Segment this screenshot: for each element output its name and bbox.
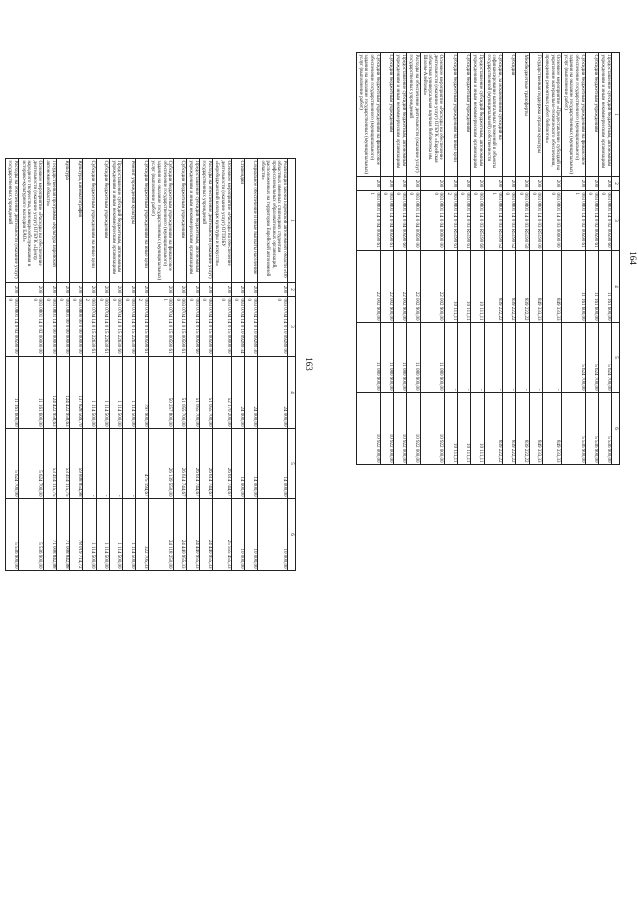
row-label: Субсидии бюджетным учреждениям на финансовое обеспечение государственного (муниципального) задания на оказание государственных (муниципальных) услуг (выполнение работ) (356, 53, 380, 177)
amount-year-2: 1 114 500,00 (122, 499, 135, 571)
amount-year-2: 839 222,22 (484, 393, 503, 465)
amount-year-2: 71 008 842,88 (43, 499, 56, 571)
budget-code: 003 0704 14 0 15 00000 000 (213, 297, 232, 357)
column-header: 5 (288, 429, 296, 499)
amount-total: 22 002 900,00 (394, 251, 407, 323)
amount-total: 24 000,00 (245, 357, 258, 429)
row-code: 200 (356, 177, 380, 191)
row-label: Предоставление субсидий бюджетным, автономным учреждениям и иным некоммерческим организациям (599, 53, 612, 177)
row-code: 200 (599, 177, 612, 191)
row-label: Культура (57, 159, 70, 283)
amount-year-1: - (529, 323, 542, 393)
amount-year-1: - (444, 323, 457, 393)
budget-code: 003 0801 14 0 00 00000 000 (43, 297, 56, 357)
amount-year-2: 10 922 000,00 (420, 393, 444, 465)
row-code: 200 (96, 283, 109, 297)
table-row (407, 53, 420, 465)
budget-code: 003 0704 14 0 10 09280 000 (258, 297, 288, 357)
table-row (356, 53, 380, 465)
amount-year-1: 475 194,67 (136, 429, 149, 499)
row-code: 200 (122, 283, 135, 297)
column-header: 1 (288, 159, 296, 283)
row-code: 200 (6, 283, 19, 297)
budget-code: 003 0801 14 0 04 00590 610 (381, 191, 394, 251)
amount-total: 11 161 600,00 (19, 357, 43, 429)
row-code: 200 (83, 283, 96, 297)
budget-code: 003 0704 14 0 15 00590 611 (149, 297, 173, 357)
budget-code: 003 0704 14 0 10 09280 340 (232, 297, 245, 357)
amount-year-2: 849 333,33 (542, 393, 561, 465)
budget-code: 003 0704 14 0 15 00590 610 (173, 297, 186, 357)
amount-year-2: 839 222,22 (503, 393, 516, 465)
row-label: Субсидии бюджетным учреждениям (586, 53, 599, 177)
amount-total: 11 161 600,00 (599, 251, 612, 323)
amount-total: 849 333,33 (529, 251, 542, 323)
row-label: Межбюджетные трансферты (516, 53, 529, 177)
amount-year-2: 5 536 900,00 (561, 393, 585, 465)
row-label: Субсидии бюджетным учреждениям (458, 53, 471, 177)
row-code: 200 (43, 283, 56, 297)
row-label: Предоставление субсидий бюджетным, автономным учреждениям и иным некоммерческим организациям (186, 159, 199, 283)
row-label: Субсидии бюджетным учреждениям на иные цели (444, 53, 457, 177)
amount-year-2: 10 111,11 (444, 393, 457, 465)
amount-year-1: - (503, 323, 516, 393)
amount-year-2: 24 440 955,33 (173, 499, 186, 571)
amount-total: 24 000,00 (258, 357, 288, 429)
budget-code: 003 0801 14 0 04 00590 000 (407, 191, 420, 251)
amount-year-1: - (484, 323, 503, 393)
row-code: 200 (420, 177, 444, 191)
budget-code: 003 0801 14 0 03 R5190 500 (516, 191, 529, 251)
amount-year-1: - (471, 323, 484, 393)
amount-year-1: 5 624 700,00 (599, 323, 612, 393)
page-164 (0, 52, 638, 464)
amount-year-2: 10 922 000,00 (394, 393, 407, 465)
budget-table (356, 52, 620, 465)
amount-total: 11 161 600,00 (561, 251, 585, 323)
amount-year-2: 78 019 714,72 (70, 499, 83, 571)
row-label: Субсидии бюджетным учреждениям (173, 159, 186, 283)
row-code: 200 (245, 283, 258, 297)
amount-year-1: 5 624 700,00 (586, 323, 599, 393)
row-code: 200 (213, 283, 232, 297)
amount-total: 22 002 900,00 (420, 251, 444, 323)
row-code: 200 (516, 177, 529, 191)
budget-code: 003 0801 14 0 02 00590 000 (6, 297, 19, 357)
budget-code: 003 0704 14 0 15 22630 600 (109, 297, 122, 357)
row-code: 200 (381, 177, 394, 191)
amount-year-2: 1 114 500,00 (96, 499, 109, 571)
amount-year-1: 5 624 700,00 (6, 429, 19, 499)
budget-code: 003 0704 14 0 15 22630 000 (122, 297, 135, 357)
amount-year-1: - (542, 323, 561, 393)
column-header: 5 (612, 323, 620, 393)
table-row (586, 53, 599, 465)
row-label: Субсидии бюджетным учреждениям (381, 53, 394, 177)
row-code: 200 (232, 283, 245, 297)
row-label: Субсидии бюджетным учреждениям на иные цели (136, 159, 149, 283)
row-label: Субсидии, за исключением субсидий на софинансирование капитальных вложений в объекты государственной (муниципальной) собственности (484, 53, 503, 177)
row-label: Государственная поддержка отрасли культуры (529, 53, 542, 177)
amount-year-2: 10 111,11 (458, 393, 471, 465)
row-code: 200 (407, 177, 420, 191)
amount-year-1: 11 080 900,00 (356, 323, 380, 393)
amount-year-2: 71 008 842,88 (57, 499, 70, 571)
amount-year-2: 10 000,00 (232, 499, 245, 571)
budget-code: 003 0801 14 0 03 R5190 521 (484, 191, 503, 251)
amount-total: 124 422 958,63 (57, 357, 70, 429)
table-row (471, 53, 484, 465)
amount-year-1: - (516, 323, 529, 393)
amount-total: 11 161 600,00 (6, 357, 19, 429)
column-header: 4 (612, 251, 620, 323)
amount-total: 839 222,22 (484, 251, 503, 323)
table-row (561, 53, 585, 465)
budget-code: 003 0801 14 0 03 R5190 000 (529, 191, 542, 251)
amount-total: 52 170 200,00 (213, 357, 232, 429)
amount-total: 797 900,00 (136, 357, 149, 429)
amount-year-2: 10 000,00 (258, 499, 288, 571)
amount-total: 11 161 600,00 (586, 251, 599, 323)
amount-year-2: 10 922 000,00 (381, 393, 394, 465)
row-code: 200 (484, 177, 503, 191)
amount-year-1: 14 000,00 (245, 429, 258, 499)
budget-code: 003 0704 14 0 15 00590 612 (136, 297, 149, 357)
amount-year-2: 24 440 955,33 (186, 499, 199, 571)
amount-year-2: 5 536 900,00 (6, 499, 19, 571)
table-row (516, 53, 529, 465)
row-code: 200 (186, 283, 199, 297)
row-label: Расходы на обеспечение деятельности (оказание услуг) государственных учреждений (200, 159, 213, 283)
page-number: 164 (628, 251, 638, 265)
amount-total: 50 257 800,00 (149, 357, 173, 429)
row-code: 200 (258, 283, 288, 297)
amount-year-2: 25 555 455,33 (213, 499, 232, 571)
amount-year-1: 53 414 115,75 (43, 429, 56, 499)
table-header-row (612, 53, 620, 465)
amount-total: 10 111,11 (458, 251, 471, 323)
amount-year-1: 5 624 700,00 (561, 323, 585, 393)
amount-total: 124 422 958,63 (43, 357, 56, 429)
amount-total: 51 055 700,00 (200, 357, 213, 429)
row-label: Субсидии бюджетным учреждениям на финансовое обеспечение государственного (муниципального) задания на оказание государственных (муниципальных) услуг (выполнение работ) (561, 53, 585, 177)
amount-year-1: - (83, 429, 96, 499)
row-label: Социальное обеспечение и иные выплаты населению (245, 159, 258, 283)
amount-year-1: 59 808 854,98 (70, 429, 83, 499)
amount-year-1: 5 624 700,00 (19, 429, 43, 499)
amount-year-2: 10 000,00 (245, 499, 258, 571)
amount-year-1: 11 080 900,00 (394, 323, 407, 393)
row-label: Субсидии (503, 53, 516, 177)
row-code: 200 (200, 283, 213, 297)
row-code: 200 (149, 283, 173, 297)
amount-year-2: 24 118 250,00 (149, 499, 173, 571)
row-label: Субсидии бюджетным учреждениям на иные цели (83, 159, 96, 283)
column-header: 2 (288, 283, 296, 297)
budget-code: 003 0801 14 0 03 00000 000 (542, 191, 561, 251)
row-label: Предоставление субсидий бюджетным, автономным учреждениям и иным некоммерческим организациям (109, 159, 122, 283)
table-row (394, 53, 407, 465)
amount-total: 24 000,00 (232, 357, 245, 429)
amount-year-1: 11 080 900,00 (381, 323, 394, 393)
row-label: Культура, кинематография (70, 159, 83, 283)
amount-total: 22 002 900,00 (381, 251, 394, 323)
budget-code: 003 0801 14 0 04 00590 600 (394, 191, 407, 251)
amount-year-1: - (109, 429, 122, 499)
row-label: Субсидии бюджетным учреждениям на финансовое обеспечение государственного (муниципального) задания на оказание государственных (муниципальных) услуг (выполнение работ) (149, 159, 173, 283)
row-code: 200 (394, 177, 407, 191)
row-label: Стипендии (232, 159, 245, 283)
amount-year-1: 53 414 115,75 (57, 429, 70, 499)
row-code: 200 (586, 177, 599, 191)
amount-year-1: - (458, 323, 471, 393)
amount-year-1: - (96, 429, 109, 499)
row-label: Реализация закона Еврейской автономной области «Об областных именных стипендиях студентам профессиональных образовательных организаций, расположенных на территории Еврейской автономной области» (258, 159, 288, 283)
budget-code: 003 0801 14 0 03 R5190 520 (503, 191, 516, 251)
amount-total: 1 114 500,00 (96, 357, 109, 429)
amount-year-1: - (122, 429, 135, 499)
row-code: 200 (542, 177, 561, 191)
amount-total: 10 111,11 (471, 251, 484, 323)
column-header: 3 (612, 191, 620, 251)
amount-total: 51 055 700,00 (186, 357, 199, 429)
row-code: 200 (529, 177, 542, 191)
table-row (503, 53, 516, 465)
amount-total: 137 828 569,70 (70, 357, 83, 429)
amount-year-1: 11 080 900,00 (420, 323, 444, 393)
amount-total: 51 055 700,00 (173, 357, 186, 429)
table-row (444, 53, 457, 465)
column-header: 6 (288, 499, 296, 571)
amount-total: 1 114 500,00 (122, 357, 135, 429)
table-row (420, 53, 444, 465)
amount-year-2: 10 922 000,00 (356, 393, 380, 465)
budget-code: 003 0801 14 0 03 R5190 600 (471, 191, 484, 251)
table-row (529, 53, 542, 465)
amount-total: 839 222,22 (503, 251, 516, 323)
budget-code: 003 0704 14 0 15 00590 000 (200, 297, 213, 357)
row-label: Расходы на обеспечение деятельности (оказание услуг) государственных учреждений (407, 53, 420, 177)
amount-year-2: 24 440 955,33 (200, 499, 213, 571)
amount-total: 22 002 900,00 (407, 251, 420, 323)
row-label: Основное мероприятие «Расходы на обеспечение деятельности (оказание услуг) ОГПОБУ «Биробиджанский колледж культуры и искусств» (213, 159, 232, 283)
budget-code: 003 0801 14 0 04 00590 611 (356, 191, 380, 251)
amount-total: 10 111,11 (444, 251, 457, 323)
row-code: 200 (444, 177, 457, 191)
column-header: 2 (612, 177, 620, 191)
budget-code: 003 0801 14 0 02 00590 611 (561, 191, 585, 251)
amount-year-2: 1 114 500,00 (83, 499, 96, 571)
row-label: Ремонт учреждений культуры (122, 159, 135, 283)
budget-code: 003 0801 14 0 04 00000 000 (420, 191, 444, 251)
row-code: 200 (173, 283, 186, 297)
budget-code: 003 0704 14 0 10 09280 300 (245, 297, 258, 357)
table-row (381, 53, 394, 465)
amount-total: 849 333,33 (542, 251, 561, 323)
amount-year-1: 11 080 900,00 (407, 323, 420, 393)
column-header: 1 (612, 53, 620, 177)
amount-total: 839 222,22 (516, 251, 529, 323)
table-row (484, 53, 503, 465)
row-label: Государственная программа «Культура Еврейской автономной области» (43, 159, 56, 283)
budget-code: 003 0704 14 0 15 00590 600 (186, 297, 199, 357)
budget-code: 003 0800 00 0 00 00000 000 (70, 297, 83, 357)
row-label: Основное мероприятие «Расходы на обеспечение деятельности (оказание услуг) ОГБУК «Еврейская областная универсальная научная библиотека им. Шолом-Алейхема» (420, 53, 444, 177)
budget-code: 003 0801 14 0 03 R5190 610 (458, 191, 471, 251)
amount-year-2: 322 705,33 (136, 499, 149, 571)
table-row (599, 53, 612, 465)
amount-year-2: 5 536 900,00 (599, 393, 612, 465)
budget-code: 003 0801 14 0 02 00590 600 (599, 191, 612, 251)
budget-code: 003 0801 14 0 03 R5190 612 (444, 191, 457, 251)
row-code: 200 (458, 177, 471, 191)
row-code: 200 (503, 177, 516, 191)
table-row (458, 53, 471, 465)
amount-year-1: 26 614 744,67 (186, 429, 199, 499)
column-header: 3 (288, 297, 296, 357)
amount-year-2: 10 922 000,00 (407, 393, 420, 465)
amount-total: 1 114 500,00 (83, 357, 96, 429)
amount-year-2: 10 111,11 (471, 393, 484, 465)
row-code: 200 (136, 283, 149, 297)
row-label: Субсидии бюджетным учреждениям (96, 159, 109, 283)
column-header: 6 (612, 393, 620, 465)
row-code: 200 (19, 283, 43, 297)
amount-year-1: 14 000,00 (232, 429, 245, 499)
row-code: 200 (471, 177, 484, 191)
table-row (542, 53, 561, 465)
amount-year-1: 14 000,00 (258, 429, 288, 499)
budget-code: 003 0801 14 0 02 00000 000 (19, 297, 43, 357)
amount-year-2: 839 222,22 (516, 393, 529, 465)
budget-code: 003 0704 14 0 15 22630 610 (96, 297, 109, 357)
page-number: 163 (304, 357, 314, 371)
amount-year-2: 5 536 900,00 (19, 499, 43, 571)
amount-year-1: 26 614 744,67 (173, 429, 186, 499)
row-code: 200 (561, 177, 585, 191)
amount-year-1: 26 139 550,00 (149, 429, 173, 499)
amount-year-1: 26 614 744,67 (213, 429, 232, 499)
amount-year-2: 5 536 900,00 (586, 393, 599, 465)
row-label: Расходы на обеспечение деятельности (оказание услуг) государственных учреждений (6, 159, 19, 283)
row-label: Основное мероприятие «Предоставление субсидий на укрепление материально-технического обеспечения, проведение ремонтных работ библиотек» (542, 53, 561, 177)
row-label: Предоставление субсидий бюджетным, автономным учреждениям и иным некоммерческим организациям (471, 53, 484, 177)
amount-year-2: 849 333,33 (529, 393, 542, 465)
amount-total: 22 002 900,00 (356, 251, 380, 323)
row-label: Основное мероприятие «Расходы на обеспечение деятельности (оказание услуг) ОГБУК «Центр народного творчества, киновидеообслуживания и историко-культурного наследия ЕАО» (19, 159, 43, 283)
amount-year-1: 26 614 744,67 (200, 429, 213, 499)
row-label: Предоставление субсидий бюджетным, автономным учреждениям и иным некоммерческим организациям (394, 53, 407, 177)
row-code: 200 (70, 283, 83, 297)
amount-year-2: 1 114 500,00 (109, 499, 122, 571)
row-code: 200 (57, 283, 70, 297)
budget-code: 003 0704 14 0 15 22630 612 (83, 297, 96, 357)
amount-total: 1 114 500,00 (109, 357, 122, 429)
row-code: 200 (109, 283, 122, 297)
budget-code: 003 0801 00 0 00 00000 000 (57, 297, 70, 357)
column-header: 4 (288, 357, 296, 429)
budget-code: 003 0801 14 0 02 00590 610 (586, 191, 599, 251)
